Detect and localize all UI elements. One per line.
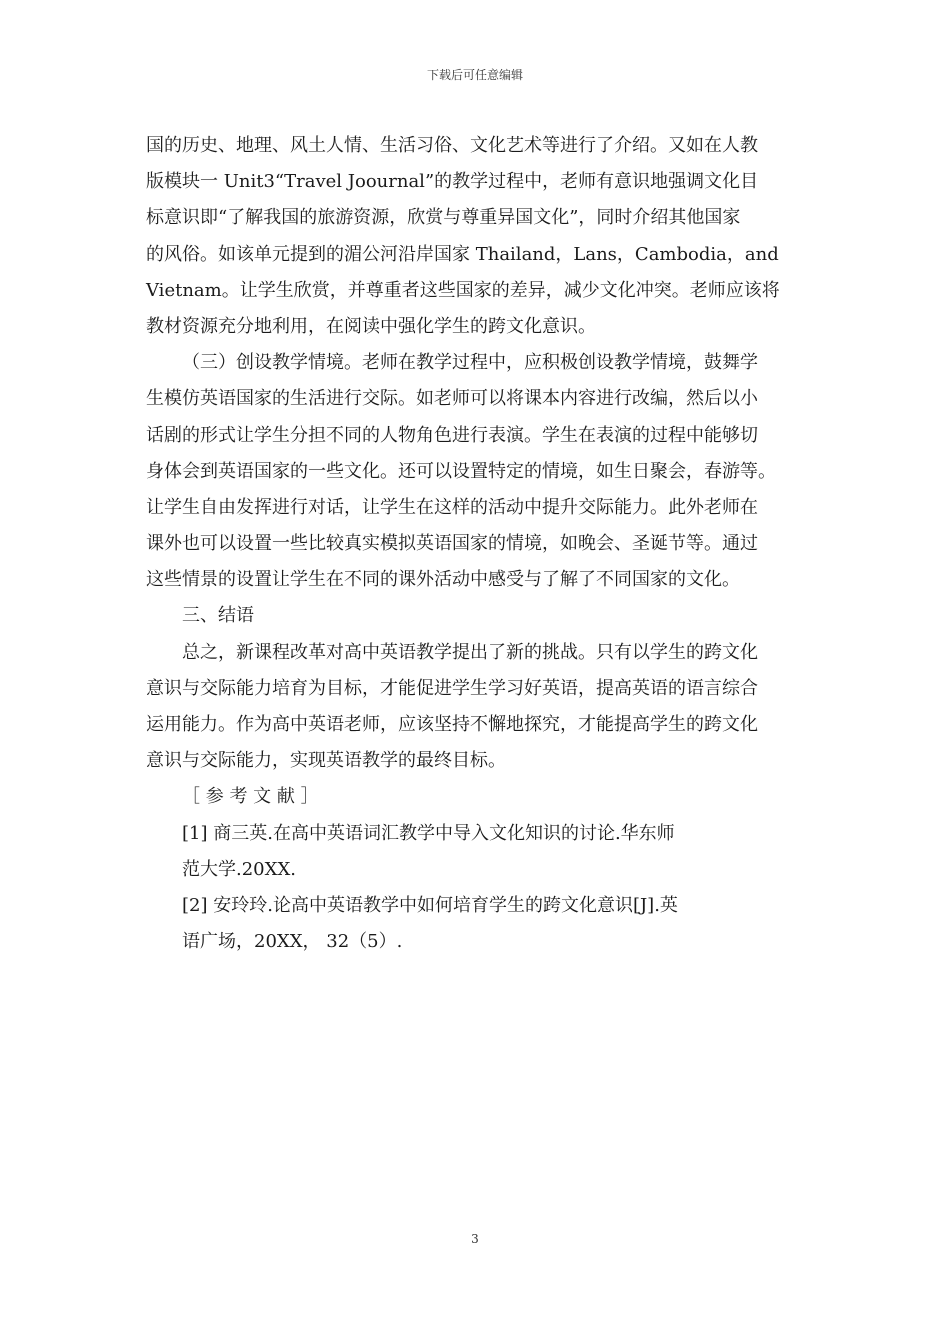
- paragraph-line: （三）创设教学情境。老师在教学过程中，应积极创设教学情境，鼓舞学: [182, 352, 758, 374]
- reference-entry: 范大学.20XX.: [182, 858, 296, 880]
- reference-entry: [2] 安玲玲.论高中英语教学中如何培育学生的跨文化意识[J].英: [182, 894, 678, 916]
- paragraph-line: 标意识即“了解我国的旅游资源，欣赏与尊重异国文化”，同时介绍其他国家: [146, 207, 741, 229]
- document-body: [146, 128, 810, 960]
- paragraph-line: 课外也可以设置一些比较真实模拟英语国家的情境，如晚会、圣诞节等。通过: [146, 533, 758, 555]
- page-number: 3: [471, 1232, 479, 1246]
- reference-entry: [1] 商三英.在高中英语词汇教学中导入文化知识的讨论.华东师: [182, 822, 675, 844]
- paragraph-line: 版模块一 Unit3“Travel Joournal”的教学过程中，老师有意识地强调文化目: [146, 171, 759, 193]
- paragraph-line: 生模仿英语国家的生活进行交际。如老师可以将课本内容进行改编，然后以小: [146, 388, 758, 410]
- paragraph-line: 话剧的形式让学生分担不同的人物角色进行表演。学生在表演的过程中能够切: [146, 424, 758, 446]
- paragraph-line: 国的历史、地理、风土人情、生活习俗、文化艺术等进行了介绍。又如在人教: [146, 135, 758, 156]
- paragraph-line: 的风俗。如该单元提到的湄公河沿岸国家 Thailand，Lans，Cambodia，and: [146, 243, 779, 265]
- paragraph-line: 让学生自由发挥进行对话，让学生在这样的活动中提升交际能力。此外老师在: [146, 496, 758, 518]
- references-heading: ［ 参 考 文 献 ］: [182, 786, 319, 808]
- paragraph-line: 运用能力。作为高中英语老师，应该坚持不懈地探究，才能提高学生的跨文化: [146, 714, 758, 735]
- section-heading: 三、结语: [182, 605, 254, 627]
- paragraph-line: 教材资源充分地利用，在阅读中强化学生的跨文化意识。: [146, 315, 596, 337]
- paragraph-line: 意识与交际能力，实现英语教学的最终目标。: [146, 750, 506, 772]
- paragraph-line: Vietnam。让学生欣赏，并尊重者这些国家的差异，减少文化冲突。老师应该将: [146, 279, 780, 301]
- paragraph-line: 意识与交际能力培育为目标，才能促进学生学习好英语，提高英语的语言综合: [146, 677, 758, 699]
- paragraph-line: 总之，新课程改革对高中英语教学提出了新的挑战。只有以学生的跨文化: [182, 641, 758, 663]
- page-header: 下载后可任意编辑: [426, 68, 523, 82]
- reference-entry: 语广场，20XX， 32（5）.: [182, 931, 403, 953]
- paragraph-line: 这些情景的设置让学生在不同的课外活动中感受与了解了不同国家的文化。: [146, 569, 740, 591]
- paragraph-line: 身体会到英语国家的一些文化。还可以设置特定的情境，如生日聚会，春游等。: [146, 460, 776, 482]
